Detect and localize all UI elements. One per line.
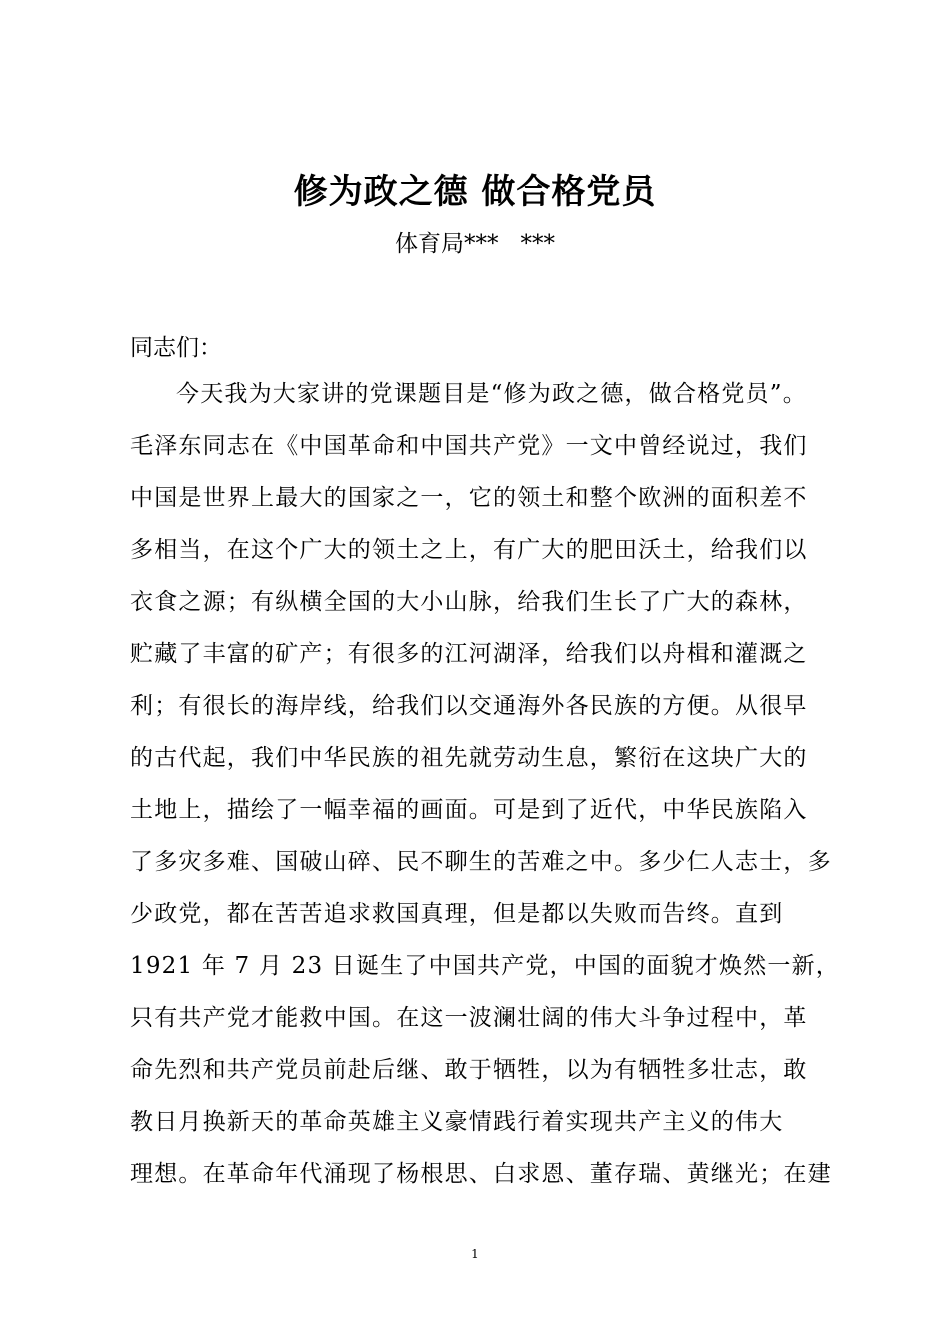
page-number: 1 [471,1247,479,1261]
text-line: 1921 年 7 月 23 日诞生了中国共产党，中国的面貌才焕然一新， [130,953,840,979]
text-line: 了多灾多难、国破山碎、民不聊生的苦难之中。多少仁人志士，多 [130,849,832,875]
text-line: 多相当，在这个广大的领土之上，有广大的肥田沃土，给我们以 [130,537,808,563]
text-line: 教日月换新天的革命英雄主义豪情践行着实现共产主义的伟大 [130,1109,784,1135]
text-line: 衣食之源；有纵横全国的大小山脉，给我们生长了广大的森林， [130,589,808,615]
text-line: 中国是世界上最大的国家之一，它的领土和整个欧洲的面积差不 [130,485,808,511]
text-line: 的古代起，我们中华民族的祖先就劳动生息，繁衍在这块广大的 [130,745,808,771]
text-line: 命先烈和共产党员前赴后继、敢于牺牲，以为有牺牲多壮志，敢 [130,1057,808,1083]
body-paragraph [130,368,850,1200]
text-line: 贮藏了丰富的矿产；有很多的江河湖泽，给我们以舟楫和灌溉之 [130,641,808,667]
salutation: 同志们： [130,335,222,361]
document-author: 体育局*** *** [395,231,555,257]
text-line: 今天我为大家讲的党课题目是“修为政之德，做合格党员”。 [176,381,807,407]
text-line: 毛泽东同志在《中国革命和中国共产党》一文中曾经说过，我们 [130,433,808,459]
text-line: 理想。在革命年代涌现了杨根思、白求恩、董存瑞、黄继光；在建 [130,1161,832,1187]
text-line: 土地上，描绘了一幅幸福的画面。可是到了近代，中华民族陷入 [130,797,808,823]
text-line: 少政党，都在苦苦追求救国真理，但是都以失败而告终。直到 [130,901,784,927]
document-title: 修为政之德 做合格党员 [293,172,657,212]
text-line: 利；有很长的海岸线，给我们以交通海外各民族的方便。从很早 [130,693,808,719]
text-line: 只有共产党才能救中国。在这一波澜壮阔的伟大斗争过程中，革 [130,1005,808,1031]
